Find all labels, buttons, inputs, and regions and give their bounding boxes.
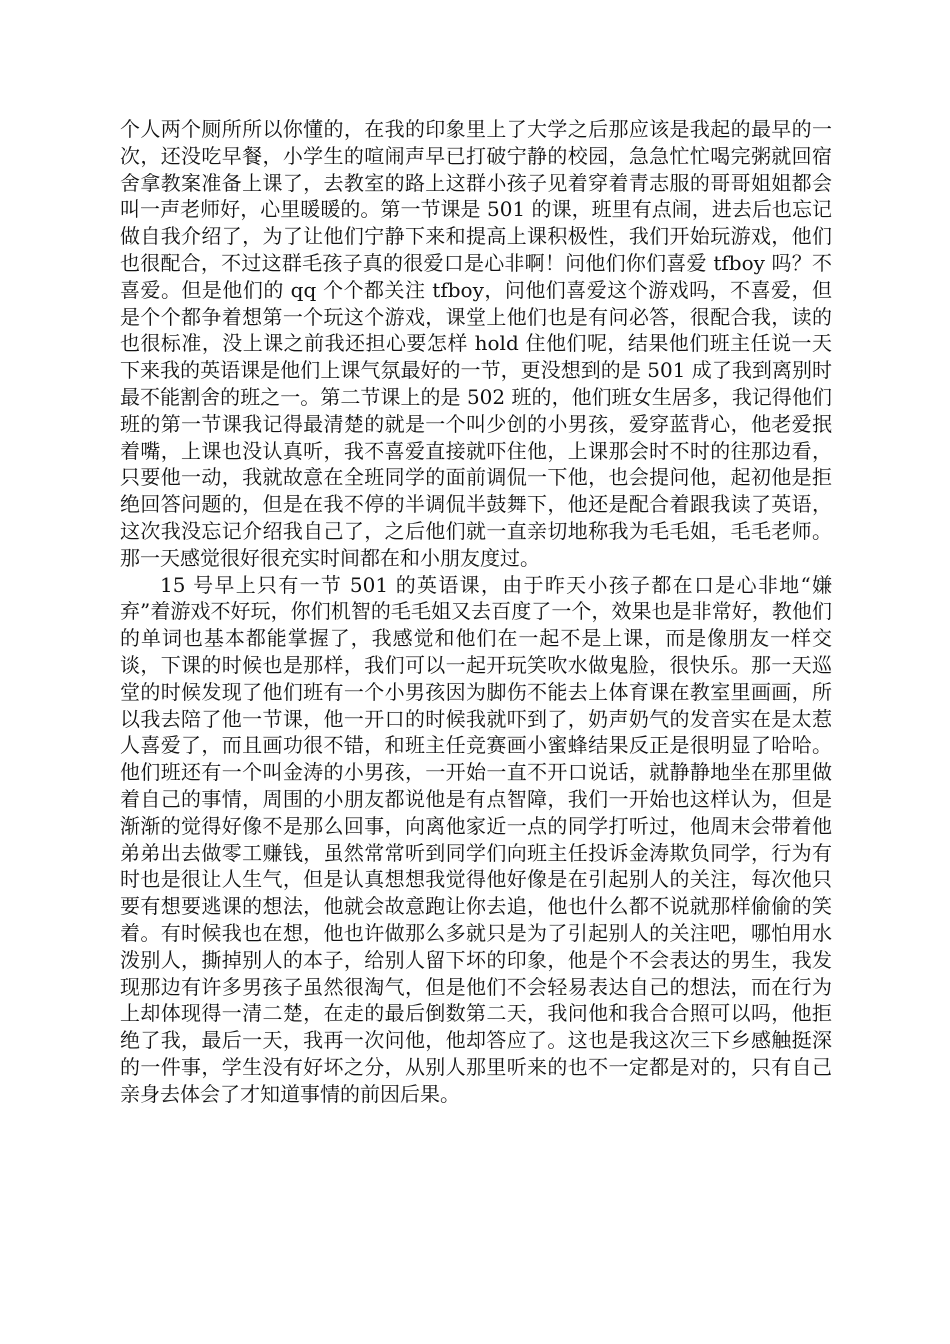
- paragraph-1: 个人两个厕所所以你懂的，在我的印象里上了大学之后那应该是我起的最早的一次，还没吃早餐，小学生的喧闹声早已打破宁静的校园，急急忙忙喝完粥就回宿舍拿教案准备上课了，去教室的路上这群小孩子见着穿着青志服的哥哥姐姐都会叫一声老师好，心里暖暖的。第一节课是 501 的课，班里有点闹，进去后也忘记做自我介绍了，为了让他们宁静下来和提高上课积极性，我们开始玩游戏，他们也很配合，不过这群毛孩子真的很爱口是心非啊！问他们你们喜爱 tfboy 吗？不喜爱。但是他们的 qq 个个都关注 tfboy，问他们喜爱这个游戏吗，不喜爱，但是个个都争着想第一个玩这个游戏，课堂上他们也是有问必答，很配合我，读的也很标准，没上课之前我还担心要怎样 hold 住他们呢，结果他们班主任说一天下来我的英语课是他们上课气氛最好的一节，更没想到的是 501 成了我到离别时最不能割舍的班之一。第二节课上的是 502 班的，他们班女生居多，我记得他们班的第一节课我记得最清楚的就是一个叫少创的小男孩，爱穿蓝背心，他老爱抿着嘴，上课也没认真听，我不喜爱直接就吓住他，上课那会时不时的往那边看，只要他一动，我就故意在全班同学的面前调侃一下他，也会提问他，起初他是拒绝回答问题的，但是在我不停的半调侃半鼓舞下，他还是配合着跟我读了英语，这次我没忘记介绍我自己了，之后他们就一直亲切地称我为毛毛姐，毛毛老师。那一天感觉很好很充实时间都在和小朋友度过。: [120, 117, 832, 570]
- paragraph-2: 15 号早上只有一节 501 的英语课，由于昨天小孩子都在口是心非地“嫌弃”着游戏不好玩，你们机智的毛毛姐又去百度了一个，效果也是非常好，教他们的单词也基本都能掌握了，我感觉和他们在一起不是上课，而是像朋友一样交谈，下课的时候也是那样，我们可以一起开玩笑吹水做鬼脸，很快乐。那一天巡堂的时候发现了他们班有一个小男孩因为脚伤不能去上体育课在教室里画画，所以我去陪了他一节课，他一开口的时候我就吓到了，奶声奶气的发音实在是太惹人喜爱了，而且画功很不错，和班主任竞赛画小蜜蜂结果反正是很明显了哈哈。他们班还有一个叫金涛的小男孩，一开始一直不开口说话，就静静地坐在那里做着自己的事情，周围的小朋友都说他是有点智障，我们一开始也这样认为，但是渐渐的觉得好像不是那么回事，向离他家近一点的同学打听过，他周末会带着他弟弟出去做零工赚钱，虽然常常听到同学们向班主任投诉金涛欺负同学，行为有时也是很让人生气，但是认真想想我觉得他好像是在引起别人的关注，每次他只要有想要逃课的想法，他就会故意跑让你去追，他也什么都不说就那样偷偷的笑着。有时候我也在想，他也许做那么多就只是为了引起别人的关注吧，哪怕用水泼别人，撕掉别人的本子，给别人留下坏的印象，他是个不会表达的男生，我发现那边有许多男孩子虽然很淘气，但是他们不会轻易表达自己的想法，而在行为上却体现得一清二楚，在走的最后倒数第二天，我问他和我合合照可以吗，他拒绝了我，最后一天，我再一次问他，他却答应了。这也是我这次三下乡感触挺深的一件事，学生没有好坏之分，从别人那里听来的也不一定都是对的，只有自己亲身去体会了才知道事情的前因后果。: [120, 572, 832, 1106]
- body-text: [120, 116, 832, 1107]
